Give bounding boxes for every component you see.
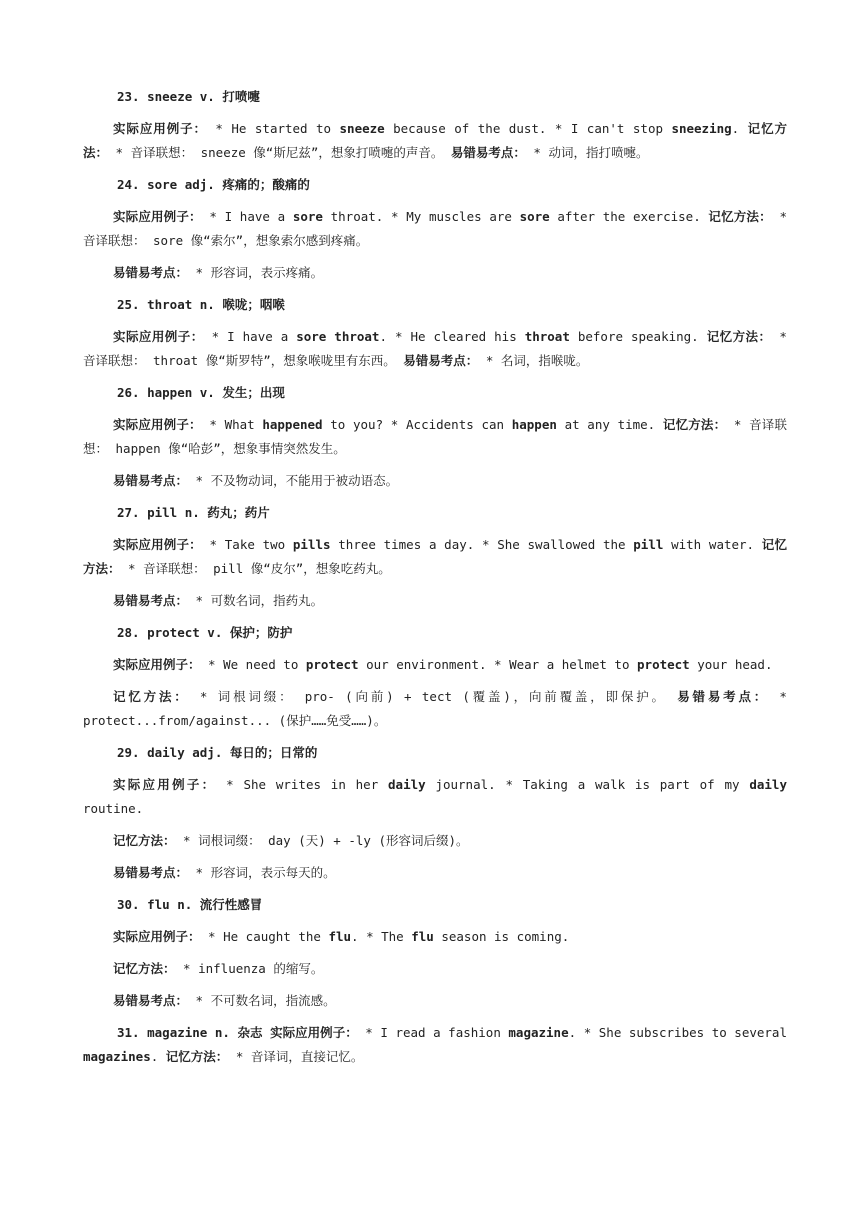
entry-heading-magazine: 31. magazine n. 杂志 [117, 1025, 271, 1040]
entry-heading-flu: 30. flu n. 流行性感冒 [117, 897, 263, 912]
keyword: magazine [508, 1025, 569, 1040]
keyword: daily [388, 777, 426, 792]
keyword: throat [524, 329, 570, 344]
entry-body-sneeze: 实际应用例子： * He started to sneeze because of the dust. * I can't stop sneezing. 记忆方法： * 音译联想： sneeze 像“斯尼兹”，想象打喷嚏的声音。 易错易考点： * 动词，指打喷嚏。 [83, 121, 788, 160]
example-label: 实际应用例子： [113, 929, 201, 944]
error-label: 易错易考点： [113, 473, 189, 488]
entry-body-protect: 实际应用例子： * We need to protect our environment. * Wear a helmet to protect your head. [113, 657, 773, 672]
memory-label: 记忆方法： [662, 417, 727, 432]
example-label: 实际应用例子： [113, 121, 207, 136]
error-label: 易错易考点： [403, 353, 479, 368]
entry-heading-sneeze: 23. sneeze v. 打喷嚏 [117, 89, 260, 104]
entry-heading-happen: 26. happen v. 发生；出现 [117, 385, 285, 400]
entry-body-throat: 实际应用例子： * I have a sore throat. * He cleared his throat before speaking. 记忆方法： * 音译联想： throat 像“斯罗特”，想象喉咙里有东西。 易错易考点： * 名词，指喉咙。 [83, 329, 787, 368]
entry-body-pill: 实际应用例子： * Take two pills three times a day. * She swallowed the pill with water. 记忆方法： * 音译联想： pill 像“皮尔”，想象吃药丸。 [83, 537, 787, 576]
keyword: sneeze [339, 121, 385, 136]
entry-body-magazine: 31. magazine n. 杂志 实际应用例子： * I read a fashion magazine. * She subscribes to several magazines. 记忆方法： * 音译词，直接记忆。 [83, 1025, 787, 1064]
keyword: flu [411, 929, 434, 944]
keyword: pill [633, 537, 664, 552]
keyword: pills [292, 537, 331, 552]
entry-heading-throat: 25. throat n. 喉咙；咽喉 [117, 297, 285, 312]
keyword: daily [749, 777, 787, 792]
memory-label: 记忆方法： [113, 833, 176, 848]
error-label: 易错易考点： [113, 865, 189, 880]
error-label: 易错易考点： [450, 145, 526, 160]
entry-heading-pill: 27. pill n. 药丸；药片 [117, 505, 270, 520]
keyword: flu [328, 929, 352, 944]
document-page [83, 85, 787, 1077]
example-label: 实际应用例子： [113, 657, 201, 672]
entry-note-pill: 易错易考点： * 可数名词，指药丸。 [113, 593, 324, 608]
memory-label: 记忆方法： [165, 1049, 229, 1064]
memory-label: 记忆方法： [83, 537, 787, 576]
entry-memory-daily: 记忆方法： * 词根词缀： day (天) + -ly (形容词后缀)。 [113, 833, 469, 848]
entry-body-happen: 实际应用例子： * What happened to you? * Accidents can happen at any time. 记忆方法： * 音译联想： happen 像“哈彭”，想象事情突然发生。 [83, 417, 787, 456]
keyword: happen [511, 417, 557, 432]
example-label: 实际应用例子： [113, 777, 217, 792]
memory-label: 记忆方法： [83, 121, 788, 160]
memory-label: 记忆方法： [113, 961, 176, 976]
entry-body-sore: 实际应用例子： * I have a sore throat. * My muscles are sore after the exercise. 记忆方法： * 音译联想： sore 像“索尔”，想象索尔感到疼痛。 [83, 209, 787, 248]
entry-heading-sore: 24. sore adj. 疼痛的；酸痛的 [117, 177, 310, 192]
keyword: sore throat [296, 329, 380, 344]
memory-label: 记忆方法： [706, 329, 772, 344]
entry-note-daily: 易错易考点： * 形容词，表示每天的。 [113, 865, 336, 880]
entry-note-flu: 易错易考点： * 不可数名词，指流感。 [113, 993, 336, 1008]
memory-label: 记忆方法： [708, 209, 772, 224]
entry-note-protect: 记忆方法： * 词根词缀： pro- (向前) + tect (覆盖)，向前覆盖，即保护。 易错易考点： * protect...from/against... (保护……免受……)。 [83, 689, 787, 728]
example-label: 实际应用例子： [113, 537, 202, 552]
keyword: magazines [83, 1049, 151, 1064]
error-label: 易错易考点： [677, 689, 770, 704]
error-label: 易错易考点： [113, 993, 189, 1008]
keyword: sore [519, 209, 550, 224]
keyword: sore [292, 209, 323, 224]
example-label: 实际应用例子： [113, 209, 202, 224]
keyword: sneezing [671, 121, 732, 136]
entry-memory-flu: 记忆方法： * influenza 的缩写。 [113, 961, 324, 976]
memory-label: 记忆方法： [113, 689, 190, 704]
entry-heading-daily: 29. daily adj. 每日的；日常的 [117, 745, 318, 760]
entry-note-sore: 易错易考点： * 形容词，表示疼痛。 [113, 265, 324, 280]
error-label: 易错易考点： [113, 593, 189, 608]
example-label: 实际应用例子： [113, 329, 204, 344]
example-label: 实际应用例子： [113, 417, 202, 432]
entry-heading-protect: 28. protect v. 保护；防护 [117, 625, 293, 640]
keyword: happened [262, 417, 323, 432]
error-label: 易错易考点： [113, 265, 189, 280]
entry-note-happen: 易错易考点： * 不及物动词，不能用于被动语态。 [113, 473, 399, 488]
entry-body-flu: 实际应用例子： * He caught the flu. * The flu season is coming. [113, 929, 570, 944]
entry-body-daily: 实际应用例子： * She writes in her daily journal. * Taking a walk is part of my daily routine. [83, 777, 787, 816]
keyword: protect [637, 657, 690, 672]
example-label: 实际应用例子： [270, 1025, 358, 1040]
keyword: protect [305, 657, 359, 672]
